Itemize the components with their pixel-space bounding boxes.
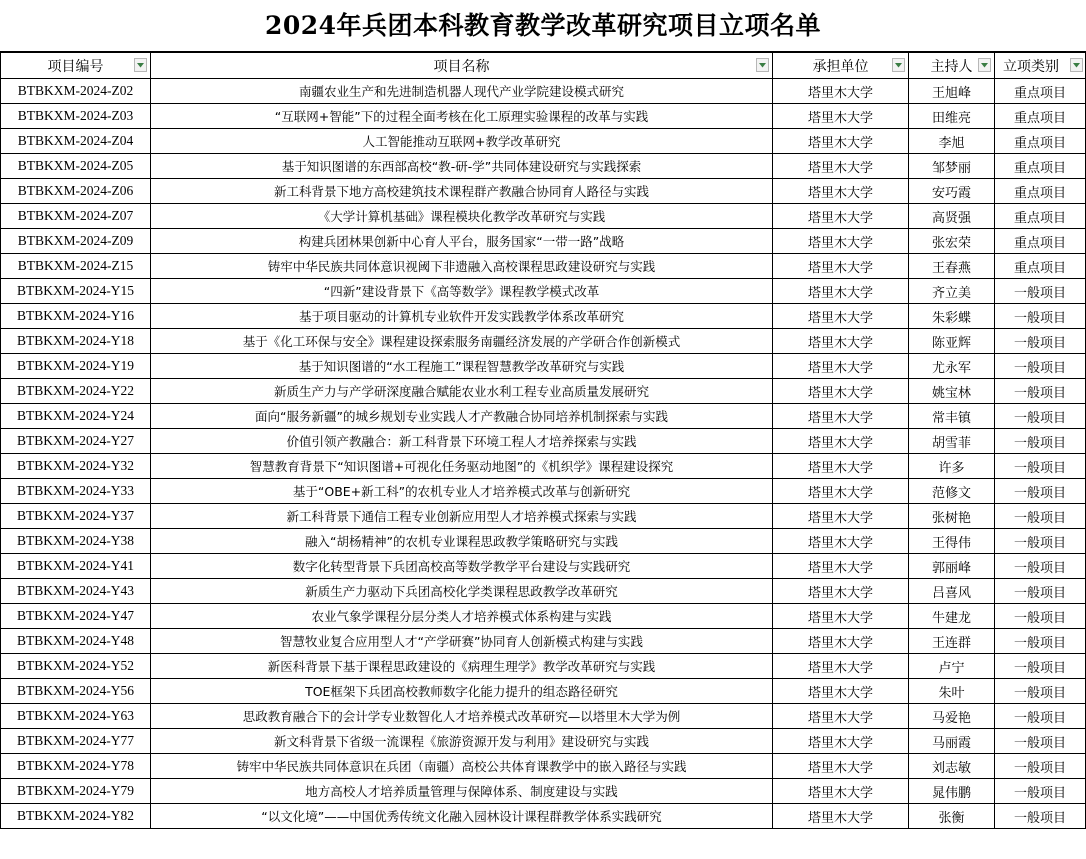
cell-undertaking-unit[interactable]: 塔里木大学	[773, 204, 909, 229]
cell-undertaking-unit[interactable]: 塔里木大学	[773, 779, 909, 804]
table-row	[1, 204, 1086, 229]
cell-host[interactable]: 高贤强	[909, 204, 995, 229]
cell-project-name[interactable]: 基于知识图谱的“水工程施工”课程智慧教学改革研究与实践	[151, 354, 773, 379]
cell-project-code[interactable]: BTBKXM-2024-Y79	[1, 779, 151, 804]
cell-host[interactable]: 牛建龙	[909, 604, 995, 629]
cell-project-code[interactable]: BTBKXM-2024-Y43	[1, 579, 151, 604]
cell-project-category[interactable]: 重点项目	[995, 229, 1086, 254]
cell-project-name[interactable]: 新工科背景下地方高校建筑技术课程群产教融合协同育人路径与实践	[151, 179, 773, 204]
cell-project-name[interactable]: 新质生产力与产学研深度融合赋能农业水利工程专业高质量发展研究	[151, 379, 773, 404]
cell-project-code[interactable]: BTBKXM-2024-Y18	[1, 329, 151, 354]
cell-project-name[interactable]: 新医科背景下基于课程思政建设的《病理生理学》教学改革研究与实践	[151, 654, 773, 679]
cell-project-name[interactable]: 人工智能推动互联网+教学改革研究	[151, 129, 773, 154]
cell-project-name[interactable]: 面向“服务新疆”的城乡规划专业实践人才产教融合协同培养机制探索与实践	[151, 404, 773, 429]
cell-project-code[interactable]: BTBKXM-2024-Y22	[1, 379, 151, 404]
cell-project-category[interactable]: 一般项目	[995, 479, 1086, 504]
cell-undertaking-unit[interactable]: 塔里木大学	[773, 754, 909, 779]
cell-host[interactable]: 姚宝林	[909, 379, 995, 404]
cell-project-category[interactable]: 一般项目	[995, 754, 1086, 779]
cell-undertaking-unit[interactable]: 塔里木大学	[773, 504, 909, 529]
cell-undertaking-unit[interactable]: 塔里木大学	[773, 104, 909, 129]
cell-undertaking-unit[interactable]: 塔里木大学	[773, 529, 909, 554]
cell-project-code[interactable]: BTBKXM-2024-Y78	[1, 754, 151, 779]
table-row	[1, 654, 1086, 679]
cell-undertaking-unit[interactable]: 塔里木大学	[773, 479, 909, 504]
table-row	[1, 454, 1086, 479]
cell-undertaking-unit[interactable]: 塔里木大学	[773, 454, 909, 479]
cell-undertaking-unit[interactable]: 塔里木大学	[773, 179, 909, 204]
cell-project-code[interactable]: BTBKXM-2024-Z06	[1, 179, 151, 204]
table-row	[1, 429, 1086, 454]
cell-project-name[interactable]: 铸牢中华民族共同体意识在兵团（南疆）高校公共体育课教学中的嵌入路径与实践	[151, 754, 773, 779]
cell-project-category[interactable]: 一般项目	[995, 804, 1086, 829]
cell-project-name[interactable]: 基于项目驱动的计算机专业软件开发实践教学体系改革研究	[151, 304, 773, 329]
cell-host[interactable]: 朱彩蝶	[909, 304, 995, 329]
cell-host[interactable]: 范修文	[909, 479, 995, 504]
table-row	[1, 679, 1086, 704]
cell-project-category[interactable]: 一般项目	[995, 554, 1086, 579]
cell-project-category[interactable]: 一般项目	[995, 629, 1086, 654]
cell-project-code[interactable]: BTBKXM-2024-Y48	[1, 629, 151, 654]
cell-project-name[interactable]: 价值引领产教融合：新工科背景下环境工程人才培养探索与实践	[151, 429, 773, 454]
cell-project-code[interactable]: BTBKXM-2024-Y37	[1, 504, 151, 529]
cell-host[interactable]: 张树艳	[909, 504, 995, 529]
cell-undertaking-unit[interactable]: 塔里木大学	[773, 579, 909, 604]
cell-undertaking-unit[interactable]: 塔里木大学	[773, 354, 909, 379]
cell-project-category[interactable]: 一般项目	[995, 729, 1086, 754]
table-row	[1, 154, 1086, 179]
table-row	[1, 379, 1086, 404]
cell-project-code[interactable]: BTBKXM-2024-Y32	[1, 454, 151, 479]
cell-project-category[interactable]: 一般项目	[995, 354, 1086, 379]
filter-dropdown-icon[interactable]	[892, 58, 905, 72]
cell-undertaking-unit[interactable]: 塔里木大学	[773, 729, 909, 754]
cell-undertaking-unit[interactable]: 塔里木大学	[773, 404, 909, 429]
cell-undertaking-unit[interactable]: 塔里木大学	[773, 254, 909, 279]
cell-undertaking-unit[interactable]: 塔里木大学	[773, 654, 909, 679]
cell-project-name[interactable]: 新工科背景下通信工程专业创新应用型人才培养模式探索与实践	[151, 504, 773, 529]
project-table	[0, 52, 1086, 829]
sheet-title: 2024年兵团本科教育教学改革研究项目立项名单	[0, 0, 1086, 52]
cell-undertaking-unit[interactable]: 塔里木大学	[773, 679, 909, 704]
column-header-code	[1, 53, 151, 79]
cell-project-code[interactable]: BTBKXM-2024-Y19	[1, 354, 151, 379]
cell-project-code[interactable]: BTBKXM-2024-Y56	[1, 679, 151, 704]
column-header-host-label: 主持人	[930, 58, 973, 75]
cell-project-category[interactable]: 一般项目	[995, 429, 1086, 454]
table-row	[1, 79, 1086, 104]
cell-project-category[interactable]: 一般项目	[995, 404, 1086, 429]
cell-project-name[interactable]: “以文化境”——中国优秀传统文化融入园林设计课程群教学体系实践研究	[151, 804, 773, 829]
cell-project-code[interactable]: BTBKXM-2024-Y77	[1, 729, 151, 754]
table-body	[1, 79, 1086, 829]
cell-project-category[interactable]: 一般项目	[995, 504, 1086, 529]
cell-undertaking-unit[interactable]: 塔里木大学	[773, 279, 909, 304]
cell-project-category[interactable]: 一般项目	[995, 604, 1086, 629]
table-row	[1, 354, 1086, 379]
cell-project-code[interactable]: BTBKXM-2024-Z03	[1, 104, 151, 129]
cell-project-name[interactable]: 智慧牧业复合应用型人才“产学研赛”协同育人创新模式构建与实践	[151, 629, 773, 654]
cell-project-name[interactable]: 南疆农业生产和先进制造机器人现代产业学院建设模式研究	[151, 79, 773, 104]
cell-project-code[interactable]: BTBKXM-2024-Z07	[1, 204, 151, 229]
cell-project-code[interactable]: BTBKXM-2024-Z04	[1, 129, 151, 154]
cell-project-code[interactable]: BTBKXM-2024-Y24	[1, 404, 151, 429]
cell-host[interactable]: 胡雪菲	[909, 429, 995, 454]
cell-project-category[interactable]: 一般项目	[995, 579, 1086, 604]
cell-project-name[interactable]: 《大学计算机基础》课程模块化教学改革研究与实践	[151, 204, 773, 229]
cell-project-name[interactable]: 融入“胡杨精神”的农机专业课程思政教学策略研究与实践	[151, 529, 773, 554]
cell-project-code[interactable]: BTBKXM-2024-Z02	[1, 79, 151, 104]
table-row	[1, 579, 1086, 604]
cell-project-category[interactable]: 一般项目	[995, 454, 1086, 479]
cell-project-category[interactable]: 一般项目	[995, 329, 1086, 354]
table-row	[1, 179, 1086, 204]
cell-project-code[interactable]: BTBKXM-2024-Y15	[1, 279, 151, 304]
cell-host[interactable]: 卢宁	[909, 654, 995, 679]
cell-undertaking-unit[interactable]: 塔里木大学	[773, 129, 909, 154]
cell-undertaking-unit[interactable]: 塔里木大学	[773, 604, 909, 629]
filter-dropdown-icon[interactable]	[756, 58, 769, 72]
cell-project-category[interactable]: 重点项目	[995, 104, 1086, 129]
cell-project-category[interactable]: 一般项目	[995, 779, 1086, 804]
column-header-category	[995, 53, 1086, 79]
cell-host[interactable]: 晁伟鹏	[909, 779, 995, 804]
column-header-category-label: 立项类别	[1003, 58, 1059, 75]
cell-project-category[interactable]: 重点项目	[995, 154, 1086, 179]
cell-host[interactable]: 马丽霞	[909, 729, 995, 754]
cell-undertaking-unit[interactable]: 塔里木大学	[773, 629, 909, 654]
cell-project-category[interactable]: 一般项目	[995, 379, 1086, 404]
cell-host[interactable]: 张宏荣	[909, 229, 995, 254]
cell-undertaking-unit[interactable]: 塔里木大学	[773, 704, 909, 729]
table-row	[1, 704, 1086, 729]
table-row	[1, 329, 1086, 354]
cell-project-code[interactable]: BTBKXM-2024-Y27	[1, 429, 151, 454]
table-row	[1, 129, 1086, 154]
cell-project-code[interactable]: BTBKXM-2024-Y82	[1, 804, 151, 829]
cell-project-name[interactable]: 思政教育融合下的会计学专业数智化人才培养模式改革研究—以塔里木大学为例	[151, 704, 773, 729]
cell-project-code[interactable]: BTBKXM-2024-Y47	[1, 604, 151, 629]
column-header-host	[909, 53, 995, 79]
cell-project-name[interactable]: 新文科背景下省级一流课程《旅游资源开发与利用》建设研究与实践	[151, 729, 773, 754]
header-row	[1, 53, 1086, 79]
cell-project-category[interactable]: 一般项目	[995, 304, 1086, 329]
cell-project-category[interactable]: 重点项目	[995, 179, 1086, 204]
table-row	[1, 254, 1086, 279]
cell-project-code[interactable]: BTBKXM-2024-Z09	[1, 229, 151, 254]
cell-project-category[interactable]: 一般项目	[995, 704, 1086, 729]
cell-project-code[interactable]: BTBKXM-2024-Y52	[1, 654, 151, 679]
table-row	[1, 604, 1086, 629]
cell-project-category[interactable]: 一般项目	[995, 279, 1086, 304]
cell-project-code[interactable]: BTBKXM-2024-Y63	[1, 704, 151, 729]
cell-project-category[interactable]: 一般项目	[995, 679, 1086, 704]
cell-host[interactable]: 吕喜风	[909, 579, 995, 604]
cell-project-code[interactable]: BTBKXM-2024-Y33	[1, 479, 151, 504]
cell-host[interactable]: 张衡	[909, 804, 995, 829]
cell-host[interactable]: 郭丽峰	[909, 554, 995, 579]
cell-project-name[interactable]: 农业气象学课程分层分类人才培养模式体系构建与实践	[151, 604, 773, 629]
cell-undertaking-unit[interactable]: 塔里木大学	[773, 329, 909, 354]
column-header-name	[151, 53, 773, 79]
table-row	[1, 804, 1086, 829]
cell-project-category[interactable]: 重点项目	[995, 254, 1086, 279]
filter-dropdown-icon[interactable]	[134, 58, 147, 72]
column-header-name-label: 项目名称	[433, 58, 490, 75]
column-header-unit-label: 承担单位	[812, 58, 869, 75]
cell-project-name[interactable]: “四新”建设背景下《高等数学》课程教学模式改革	[151, 279, 773, 304]
cell-project-name[interactable]: 基于知识图谱的东西部高校“教-研-学”共同体建设研究与实践探索	[151, 154, 773, 179]
cell-host[interactable]: 邹梦丽	[909, 154, 995, 179]
cell-host[interactable]: 常丰镇	[909, 404, 995, 429]
cell-project-code[interactable]: BTBKXM-2024-Y38	[1, 529, 151, 554]
cell-project-name[interactable]: 基于《化工环保与安全》课程建设探索服务南疆经济发展的产学研合作创新模式	[151, 329, 773, 354]
cell-project-name[interactable]: “互联网+智能”下的过程全面考核在化工原理实验课程的改革与实践	[151, 104, 773, 129]
cell-undertaking-unit[interactable]: 塔里木大学	[773, 554, 909, 579]
cell-project-code[interactable]: BTBKXM-2024-Z15	[1, 254, 151, 279]
column-header-code-label: 项目编号	[47, 58, 104, 75]
table-row	[1, 104, 1086, 129]
cell-host[interactable]: 陈亚辉	[909, 329, 995, 354]
filter-dropdown-icon[interactable]	[978, 58, 991, 72]
cell-project-name[interactable]: 构建兵团林果创新中心育人平台，服务国家“一带一路”战略	[151, 229, 773, 254]
table-row	[1, 529, 1086, 554]
cell-project-code[interactable]: BTBKXM-2024-Y16	[1, 304, 151, 329]
filter-dropdown-icon[interactable]	[1070, 58, 1083, 72]
cell-project-name[interactable]: 新质生产力驱动下兵团高校化学类课程思政教学改革研究	[151, 579, 773, 604]
cell-host[interactable]: 朱叶	[909, 679, 995, 704]
cell-project-name[interactable]: 地方高校人才培养质量管理与保障体系、制度建设与实践	[151, 779, 773, 804]
cell-undertaking-unit[interactable]: 塔里木大学	[773, 154, 909, 179]
cell-project-category[interactable]: 重点项目	[995, 129, 1086, 154]
cell-undertaking-unit[interactable]: 塔里木大学	[773, 804, 909, 829]
table-row	[1, 554, 1086, 579]
table-row	[1, 229, 1086, 254]
cell-project-name[interactable]: 智慧教育背景下“知识图谱+可视化任务驱动地图”的《机织学》课程建设探究	[151, 454, 773, 479]
cell-project-category[interactable]: 重点项目	[995, 79, 1086, 104]
table-row	[1, 404, 1086, 429]
cell-project-name[interactable]: 铸牢中华民族共同体意识视阈下非遗融入高校课程思政建设研究与实践	[151, 254, 773, 279]
cell-host[interactable]: 尤永军	[909, 354, 995, 379]
cell-host[interactable]: 王旭峰	[909, 79, 995, 104]
cell-project-code[interactable]: BTBKXM-2024-Y41	[1, 554, 151, 579]
cell-project-name[interactable]: TOE框架下兵团高校教师数字化能力提升的组态路径研究	[151, 679, 773, 704]
cell-host[interactable]: 马爱艳	[909, 704, 995, 729]
cell-host[interactable]: 刘志敏	[909, 754, 995, 779]
cell-undertaking-unit[interactable]: 塔里木大学	[773, 429, 909, 454]
cell-project-name[interactable]: 基于“OBE+新工科”的农机专业人才培养模式改革与创新研究	[151, 479, 773, 504]
table-row	[1, 779, 1086, 804]
cell-host[interactable]: 齐立美	[909, 279, 995, 304]
cell-host[interactable]: 王春燕	[909, 254, 995, 279]
cell-host[interactable]: 王连群	[909, 629, 995, 654]
table-row	[1, 629, 1086, 654]
cell-undertaking-unit[interactable]: 塔里木大学	[773, 304, 909, 329]
table-row	[1, 729, 1086, 754]
cell-undertaking-unit[interactable]: 塔里木大学	[773, 379, 909, 404]
cell-project-category[interactable]: 一般项目	[995, 529, 1086, 554]
cell-host[interactable]: 李旭	[909, 129, 995, 154]
cell-project-code[interactable]: BTBKXM-2024-Z05	[1, 154, 151, 179]
column-header-unit	[773, 53, 909, 79]
cell-project-category[interactable]: 一般项目	[995, 654, 1086, 679]
cell-undertaking-unit[interactable]: 塔里木大学	[773, 229, 909, 254]
cell-host[interactable]: 王得伟	[909, 529, 995, 554]
table-row	[1, 304, 1086, 329]
cell-project-name[interactable]: 数字化转型背景下兵团高校高等数学教学平台建设与实践研究	[151, 554, 773, 579]
cell-host[interactable]: 田维亮	[909, 104, 995, 129]
table-row	[1, 504, 1086, 529]
cell-host[interactable]: 安巧霞	[909, 179, 995, 204]
table-row	[1, 754, 1086, 779]
cell-undertaking-unit[interactable]: 塔里木大学	[773, 79, 909, 104]
cell-host[interactable]: 许多	[909, 454, 995, 479]
table-row	[1, 479, 1086, 504]
table-row	[1, 279, 1086, 304]
cell-project-category[interactable]: 重点项目	[995, 204, 1086, 229]
